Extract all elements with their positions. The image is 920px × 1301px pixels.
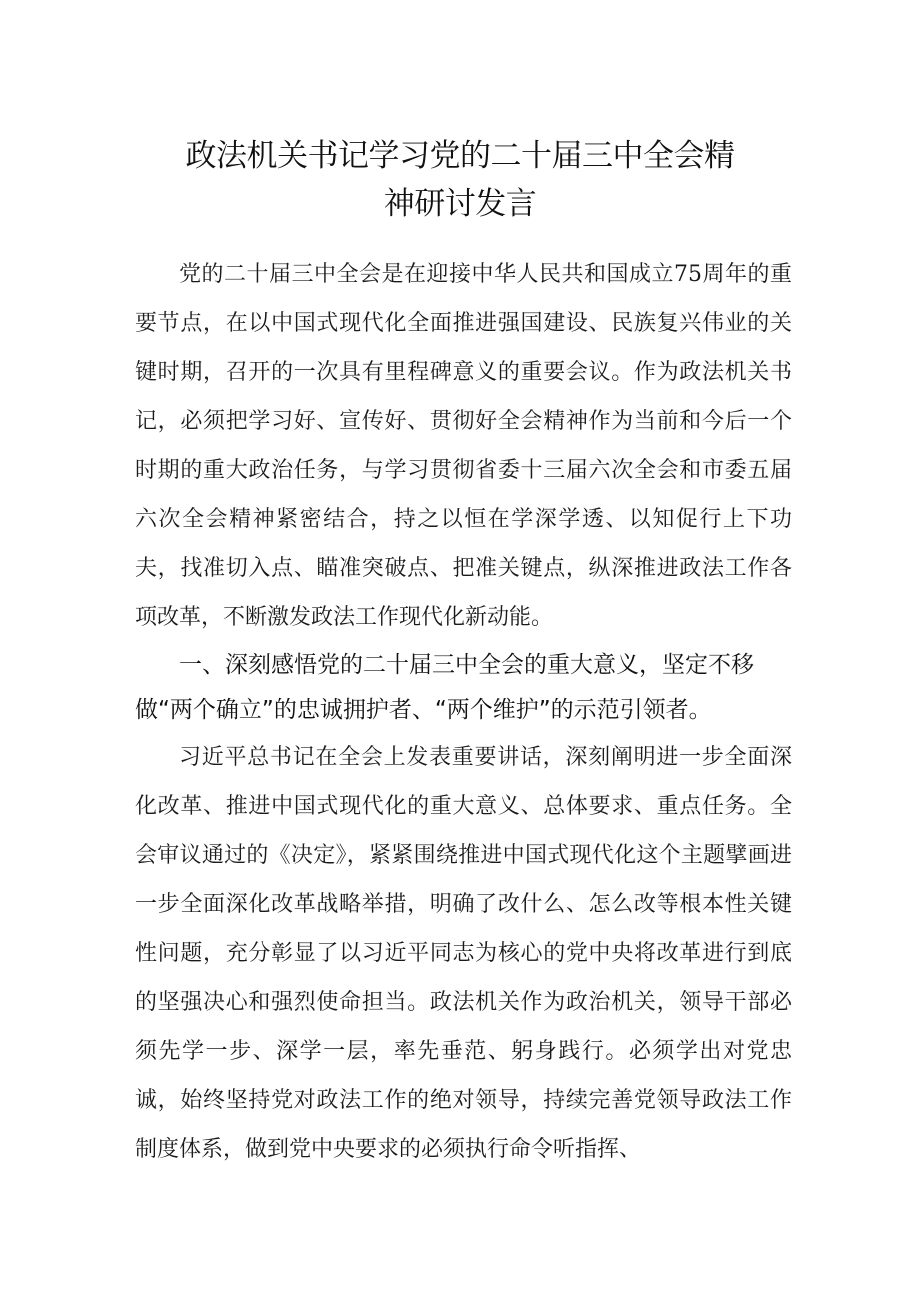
title-line-1: 政法机关书记学习党的二十届三中全会精 bbox=[185, 138, 735, 174]
body-paragraph: 习近平总书记在全会上发表重要讲话，深刻阐明进一步全面深化改革、推进中国式现代化的重大意义、总体要求、重点任务。全会审议通过的《决定》，紧紧围绕推进中国式现代化这个主题擘画进一步全面深化改革战略举措，明确了改什么、怎么改等根本性关键性问题，充分彰显了以习近平同志为核心的党中央将改革进行到底的坚强决心和强烈使命担当。政法机关作为政治机关，领导干部必须先学一步、深学一层，率先垂范、躬身践行。必须学出对党忠诚，始终坚持党对政法工作的绝对领导，持续完善党领导政法工作制度体系，做到党中央要求的必须执行命令听指挥、 bbox=[135, 745, 792, 1162]
title-line-2: 神研讨发言 bbox=[383, 186, 537, 222]
section-heading: 一、深刻感悟党的二十届三中全会的重大意义，坚定不移做“两个确立”的忠诚拥护者、“两个维护”的示范引领者。 bbox=[135, 652, 754, 723]
intro-paragraph: 党的二十届三中全会是在迎接中华人民共和国成立75周年的重要节点，在以中国式现代化全面推进强国建设、民族复兴伟业的关键时期，召开的一次具有里程碑意义的重要会议。作为政法机关书记，必须把学习好、宣传好、贯彻好全会精神作为当前和今后一个时期的重大政治任务，与学习贯彻省委十三届六次全会和市委五届六次全会精神紧密结合，持之以恒在学深学透、以知促行上下功夫，找准切入点、瞄准突破点、把准关键点，纵深推进政法工作各项改革，不断激发政法工作现代化新动能。 bbox=[135, 262, 792, 630]
document-title bbox=[120, 132, 800, 228]
